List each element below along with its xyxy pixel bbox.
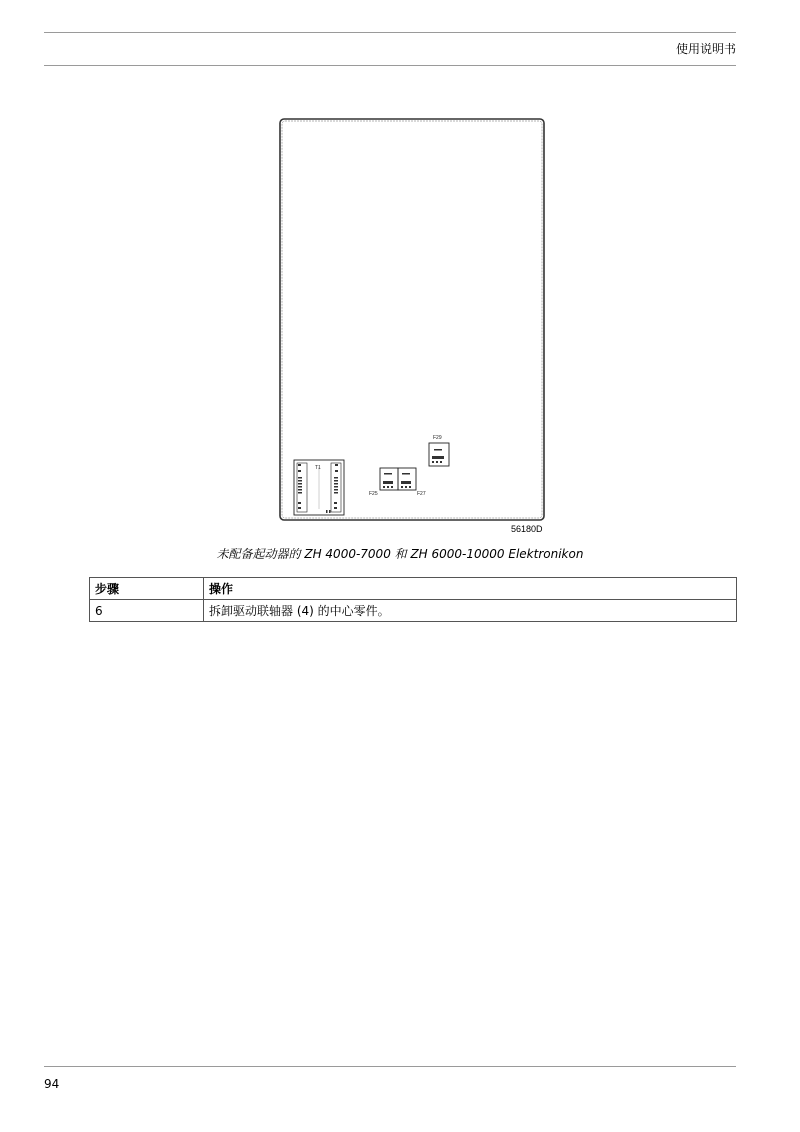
fuse-block-f25-f27 [369, 468, 426, 497]
cabinet-inner-outline [282, 121, 542, 518]
steps-table [89, 577, 737, 622]
row-step: 6 [90, 600, 204, 622]
footer-rule [44, 1066, 736, 1067]
figure-id: 56180D [511, 524, 543, 534]
fuse-label-f29: F29 [433, 435, 442, 441]
electronics-cabinet-figure [278, 117, 546, 522]
row-action: 拆卸驱动联轴器 (4) 的中心零件。 [204, 600, 737, 622]
header-action: 操作 [204, 578, 737, 600]
header-bottom-rule [44, 65, 736, 66]
transformer-block [294, 460, 344, 515]
header-title: 使用说明书 [675, 42, 736, 56]
fuse-label-f25: F25 [369, 491, 378, 497]
page-number: 94 [44, 1077, 60, 1091]
table-row [90, 600, 737, 622]
fuse-block-f29 [429, 435, 449, 466]
header-step: 步骤 [90, 578, 204, 600]
figure-caption: 未配备起动器的 ZH 4000-7000 和 ZH 6000-10000 Elektronikon [216, 547, 584, 561]
header-top-rule [44, 32, 736, 33]
fuse-label-f27: F27 [417, 491, 426, 497]
transformer-label: T1 [315, 465, 321, 471]
table-header-row [90, 578, 737, 600]
